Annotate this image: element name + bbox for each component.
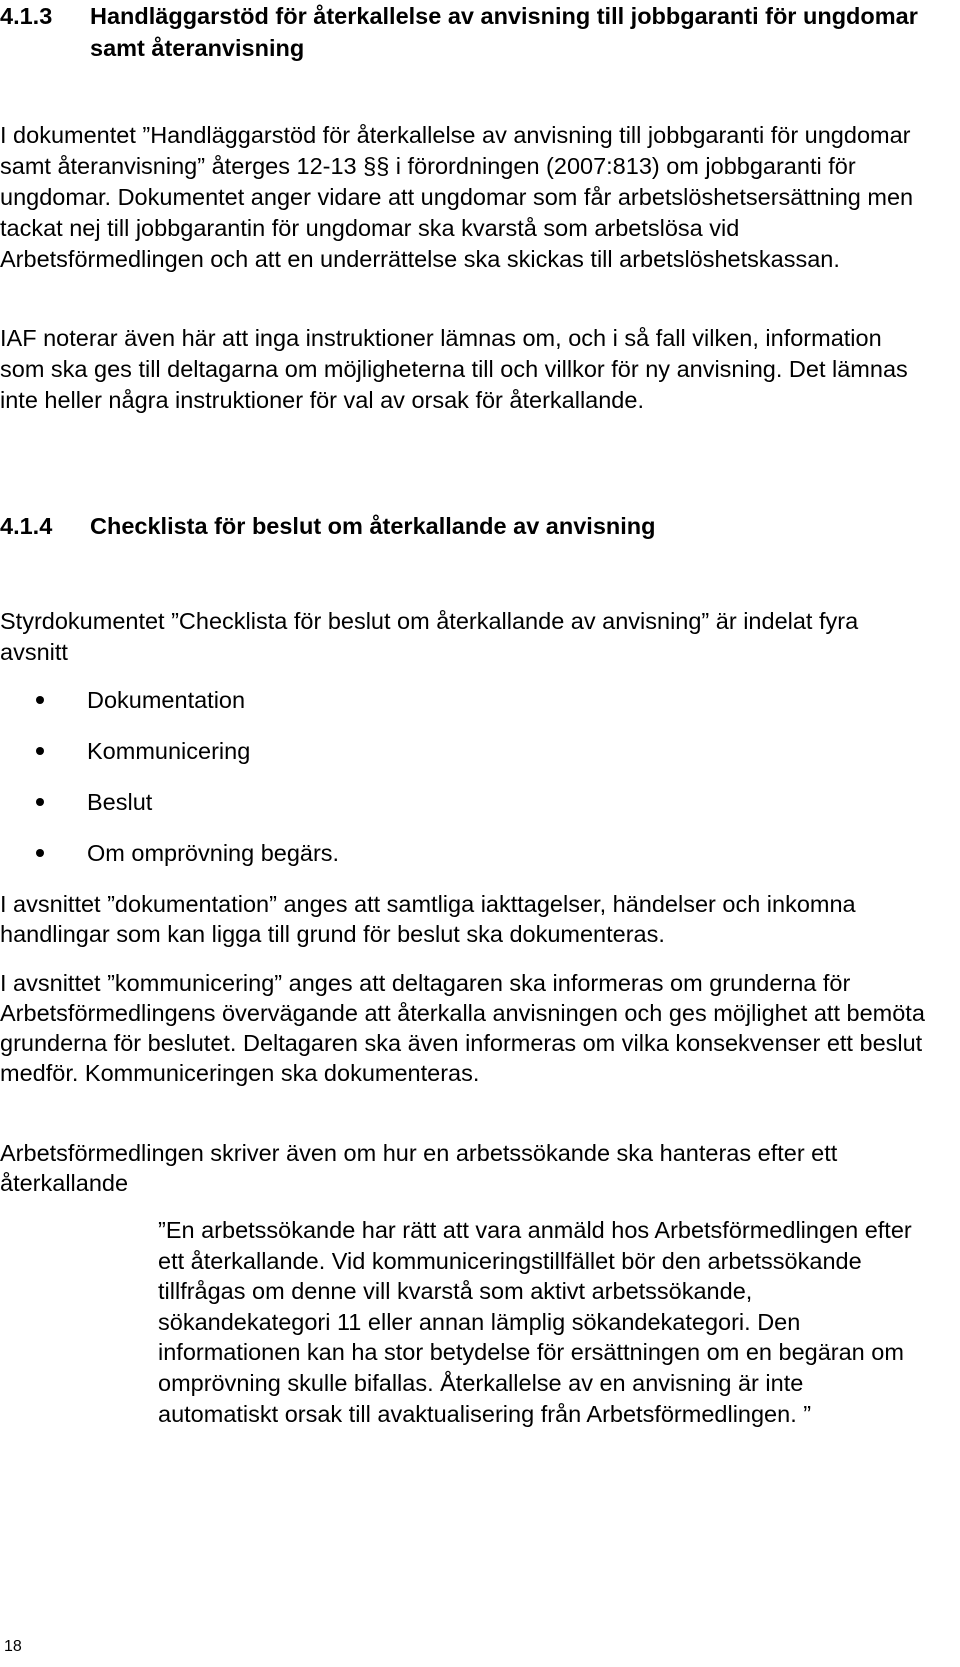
page-number: 18 xyxy=(4,1638,22,1655)
list-item-text: Om omprövning begärs. xyxy=(87,840,340,866)
section-number: 4.1.4 xyxy=(0,513,53,539)
paragraph: I avsnittet ”kommunicering” anges att deltagaren ska informeras om grunderna för Arbetsförmedlingens övervägande att återkalla anvisningen och ges möjlighet att bemöta grunderna för beslutet. Deltagaren ska även informeras om vilka konsekvenser ett beslut medför. Kommuniceringen ska dokumenteras. xyxy=(0,970,925,1086)
bullet-icon xyxy=(36,696,44,704)
block-quote: ”En arbetssökande har rätt att vara anmäld hos Arbetsförmedlingen efter ett återkallande. Vid kommuniceringstillfället bör den arbetssökande tillfrågas om denne vill kvarstå som aktivt arbetssökande, sökandekategori 11 eller annan lämplig sökandekategori. Den informationen kan ha stor betydelse för ersättningen om en begäran om omprövning skulle bifallas. Återkallelse av en anvisning är inte automatiskt orsak till avaktualisering från Arbetsförmedlingen. ” xyxy=(158,1217,912,1427)
section-number: 4.1.3 xyxy=(0,3,53,29)
paragraph: I dokumentet ”Handläggarstöd för återkallelse av anvisning till jobbgaranti för ungdomar samt återanvisning” återges 12-13 §§ i förordningen (2007:813) om jobbgaranti för ungdomar. Dokumentet anger vidare att ungdomar som får arbetslöshetsersättning men tackat nej till jobbgarantin för ungdomar ska kvarstå som arbetslösa vid Arbetsförmedlingen och att en underrättelse ska skickas till arbetslöshetskassan. xyxy=(0,122,914,272)
bullet-icon xyxy=(36,798,44,806)
list-item-text: Kommunicering xyxy=(87,738,251,764)
section-title: Handläggarstöd för återkallelse av anvisning till jobbgaranti för ungdomar samt återanvisning xyxy=(90,3,918,61)
paragraph: Arbetsförmedlingen skriver även om hur en arbetssökande ska hanteras efter ett återkallande xyxy=(0,1140,838,1196)
list-item-text: Beslut xyxy=(87,789,153,815)
section-heading-4-1-4 xyxy=(0,510,930,542)
section-heading-4-1-3 xyxy=(0,0,930,64)
bullet-icon xyxy=(36,747,44,755)
paragraph: I avsnittet ”dokumentation” anges att samtliga iakttagelser, händelser och inkomna handlingar som kan ligga till grund för beslut ska dokumenteras. xyxy=(0,891,856,947)
paragraph: IAF noterar även här att inga instruktioner lämnas om, och i så fall vilken, information som ska ges till deltagarna om möjligheterna till och villkor för ny anvisning. Det lämnas inte heller några instruktioner för val av orsak för återkallande. xyxy=(0,325,908,413)
section-title: Checklista för beslut om återkallande av anvisning xyxy=(90,513,656,539)
paragraph: Styrdokumentet ”Checklista för beslut om återkallande av anvisning” är indelat fyra avsnitt xyxy=(0,608,859,665)
bullet-icon xyxy=(36,849,44,857)
list-item-text: Dokumentation xyxy=(87,687,246,713)
